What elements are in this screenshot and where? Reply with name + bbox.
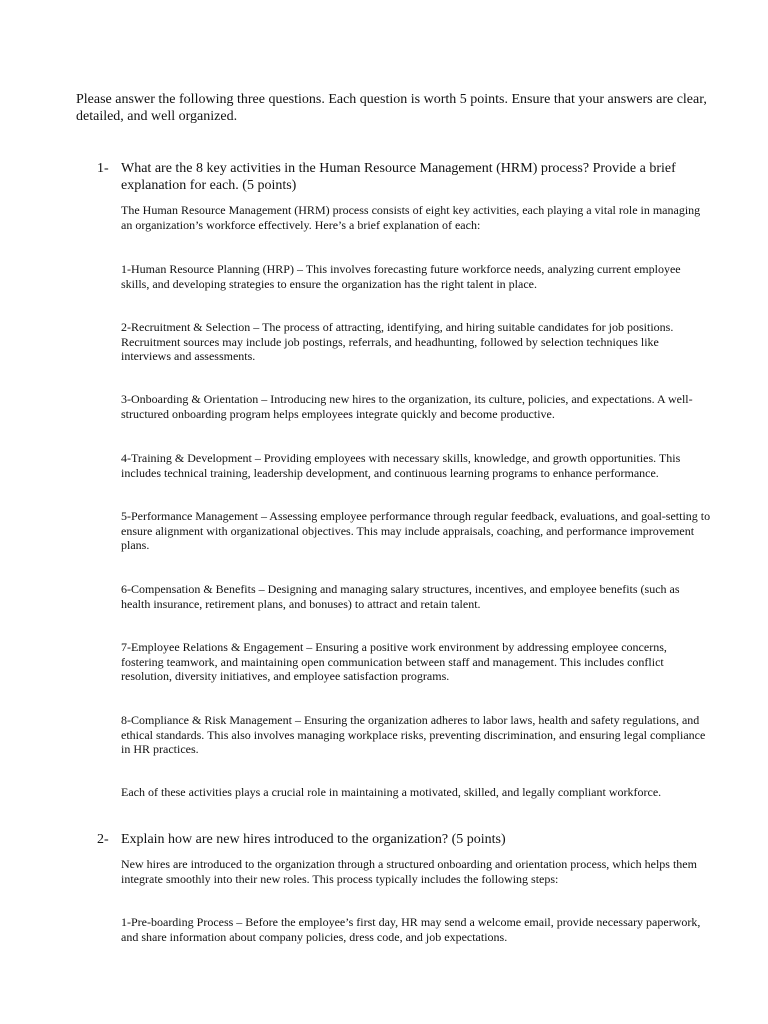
question-2: [97, 831, 717, 848]
answer-1-item-4: 4-Training & Development – Providing employees with necessary skills, knowledge, and growth opportunities. This includes technical training, leadership development, and continuous learning programs to enhance performance.: [121, 451, 681, 480]
answer-1-item-5: 5-Performance Management – Assessing employee performance through regular feedback, evaluations, and goal-setting to ensure alignment with organizational objectives. This may include appraisals, coaching, and performance improvement plans.: [121, 509, 711, 553]
answer-1-closing: Each of these activities plays a crucial role in maintaining a motivated, skilled, and legally compliant workforce.: [121, 785, 662, 799]
answer-1-item-3: 3-Onboarding & Orientation – Introducing new hires to the organization, its culture, policies, and expectations. A well-structured onboarding program helps employees integrate quickly and become productive.: [121, 392, 693, 421]
question-1: [97, 160, 717, 194]
answer-2-item-1: 1-Pre-boarding Process – Before the employee’s first day, HR may send a welcome email, provide necessary paperwork, and share information about company policies, dress code, and job expectations.: [121, 915, 701, 944]
question-1-text: What are the 8 key activities in the Human Resource Management (HRM) process? Provide a brief explanation for each. (5 points): [121, 161, 676, 193]
answer-2-intro: New hires are introduced to the organization through a structured onboarding and orientation process, which helps them integrate smoothly into their new roles. This process typically includes the following steps:: [121, 857, 697, 886]
question-1-number: 1-: [97, 161, 109, 176]
answer-1-item-7: 7-Employee Relations & Engagement – Ensuring a positive work environment by addressing employee concerns, fostering teamwork, and maintaining open communication between staff and management. This includes conflict resolution, diversity initiatives, and employee satisfaction programs.: [121, 640, 667, 684]
answer-1-intro: The Human Resource Management (HRM) process consists of eight key activities, each playing a vital role in managing an organization’s workforce effectively. Here’s a brief explanation of each:: [121, 203, 701, 232]
question-2-number: 2-: [97, 832, 109, 847]
answer-1-item-1: 1-Human Resource Planning (HRP) – This involves forecasting future workforce needs, analyzing current employee skills, and developing strategies to ensure the organization has the right talent in place.: [121, 262, 681, 291]
answer-1-item-6: 6-Compensation & Benefits – Designing and managing salary structures, incentives, and employee benefits (such as health insurance, retirement plans, and bonuses) to attract and retain talent.: [121, 582, 680, 611]
answer-1-item-2: 2-Recruitment & Selection – The process of attracting, identifying, and hiring suitable candidates for job positions. Recruitment sources may include job postings, referrals, and headhunting, followed by selection techniques like interviews and assessments.: [121, 320, 674, 364]
answer-1-item-8: 8-Compliance & Risk Management – Ensuring the organization adheres to labor laws, health and safety regulations, and ethical standards. This also involves managing workplace risks, preventing discrimination, and ensuring legal compliance in HR practices.: [121, 713, 706, 757]
instructions-text: Please answer the following three questions. Each question is worth 5 points. Ensure that your answers are clear, detailed, and well organized.: [76, 92, 707, 124]
question-2-text: Explain how are new hires introduced to the organization? (5 points): [121, 832, 506, 847]
